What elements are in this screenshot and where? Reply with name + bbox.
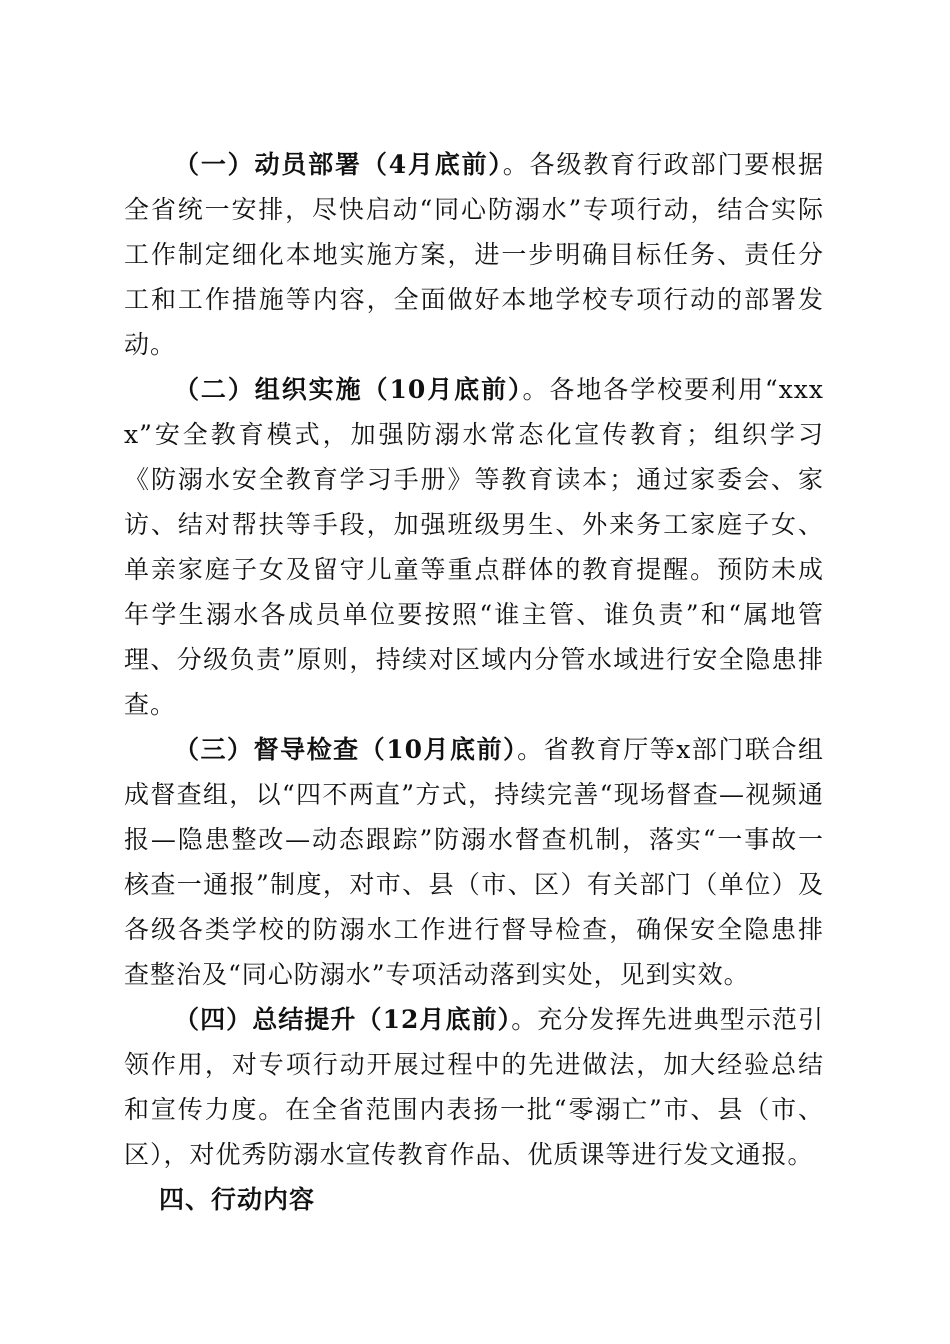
paragraph-body: 。各级教育行政部门要根据全省统一安排，尽快启动“同心防溺水”专项行动，结合实际工作制定细化本地实施方案，进一步明确目标任务、责任分工和工作措施等内容，全面做好本地学校专项行动的部署发动。 (124, 150, 824, 359)
paragraph-body: 。各地各学校要利用“xxxx”安全教育模式，加强防溺水常态化宣传教育；组织学习《防溺水安全教育学习手册》等教育读本；通过家委会、家访、结对帮扶等手段，加强班级男生、外来务工家庭子女、单亲家庭子女及留守儿童等重点群体的教育提醒。预防未成年学生溺水各成员单位要按照“谁主管、谁负责”和“属地管理、分级负责”原则，持续对区域内分管水域进行安全隐患排查。 (124, 375, 824, 719)
paragraph-implementation (124, 367, 824, 727)
document-page (124, 142, 824, 1222)
paragraph-lead: （四）总结提升（12月底前） (174, 1005, 512, 1034)
section-heading: 四、行动内容 (159, 1185, 316, 1214)
paragraph-mobilization (124, 142, 824, 367)
paragraph-body: 。省教育厅等x部门联合组成督查组，以“四不两直”方式，持续完善“现场督查—视频通报—隐患整改—动态跟踪”防溺水督查机制，落实“一事故一核查一通报”制度，对市、县（市、区）有关部门（单位）及各级各类学校的防溺水工作进行督导检查，确保安全隐患排查整治及“同心防溺水”专项活动落到实处，见到实效。 (124, 735, 824, 989)
paragraph-lead: （三）督导检查（10月底前） (174, 735, 518, 764)
paragraph-lead: （一）动员部署（4月底前） (174, 150, 503, 179)
paragraph-summary (124, 997, 824, 1177)
paragraph-lead: （二）组织实施（10月底前） (174, 375, 523, 404)
paragraph-inspection (124, 727, 824, 997)
paragraph-body: 。充分发挥先进典型示范引领作用，对专项行动开展过程中的先进做法，加大经验总结和宣传力度。在全省范围内表扬一批“零溺亡”市、县（市、区），对优秀防溺水宣传教育作品、优质课等进行发文通报。 (124, 1005, 824, 1169)
